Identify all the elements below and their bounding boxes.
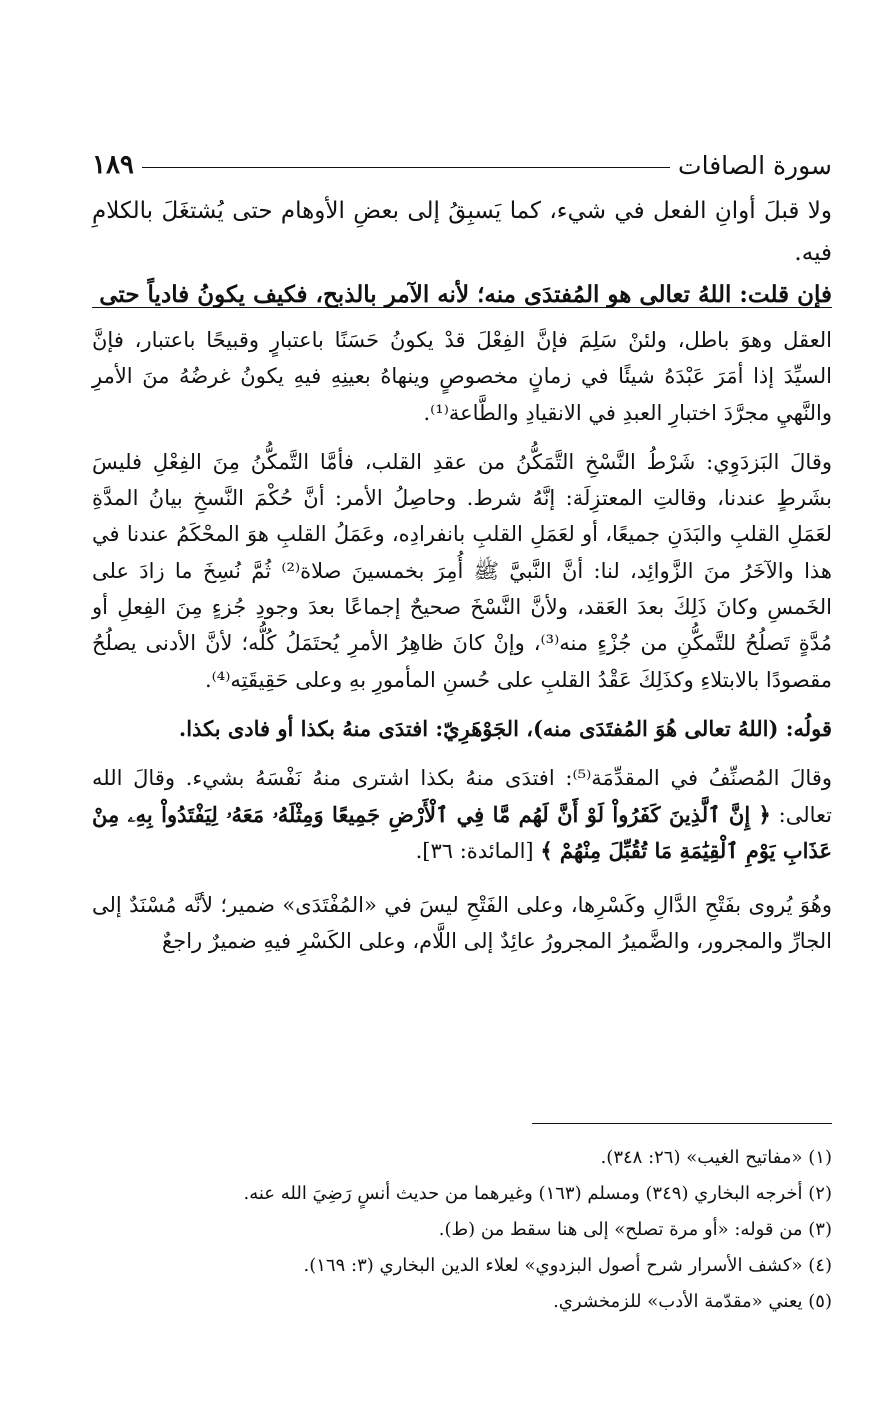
footnote: (١) «مفاتيح الغيب» (٢٦: ٣٤٨). (600, 1147, 832, 1168)
footnote: (٢) أخرجه البخاري (٣٤٩) ومسلم (١٦٣) وغيرهما من حديث أنسٍ رَضِيَ الله عنه. (243, 1183, 832, 1204)
commentary-paragraph: وقالَ المُصنِّفُ في المقدِّمَة⁽⁵⁾: افتدَى منهُ بكذا اشترى منهُ نَفْسَهُ بشيء. وقالَ الله تعالى: ﴿ إِنَّ ٱلَّذِينَ كَفَرُواْ لَوْ أَنَّ لَهُم مَّا فِي ٱلْأَرْضِ جَمِيعًا وَمِثْلَهُۥ مَعَهُۥ لِيَفْتَدُواْ بِهِۦ مِنْ عَذَابِ يَوْمِ ٱلْقِيَٰمَةِ مَا تُقُبِّلَ مِنْهُمْ ﴾ [المائدة: ٣٦]. (92, 766, 832, 863)
running-header (92, 140, 832, 180)
commentary-paragraph: قولُه: (اللهُ تعالى هُوَ المُفتَدَى منه)، الجَوْهَرِيّ: افتدَى منهُ بكذا أو فادى بكذا. (178, 715, 832, 741)
main-text-line: ولا قبلَ أوانِ الفعل في شيء، كما يَسبِقُ إلى بعضِ الأوهام حتى يُشتغَلَ بالكلامِ فيه. (92, 198, 832, 266)
commentary-paragraph: وهُوَ يُروى بفَتْحِ الدَّالِ وكَسْرِها، وعلى الفَتْحِ ليسَ في «المُفْتَدَى» ضمير؛ لأنَّه مُسْنَدٌ إلى الجارِّ والمجرور، والضَّميرُ المجرورُ عائِدٌ إلى اللَّام، وعلى الكَسْرِ فيهِ ضميرٌ راجعٌ (92, 893, 832, 954)
surah-title: سورة الصافات (678, 151, 832, 180)
footnotes (92, 1140, 832, 1320)
footnote: (٥) يعني «مقدّمة الأدب» للزمخشري. (553, 1291, 832, 1312)
section-divider (92, 307, 832, 308)
commentary-paragraph: العقل وهوَ باطل، ولئنْ سَلِمَ فإنَّ الفِعْلَ قدْ يكونُ حَسَنًا باعتبارٍ وقبيحًا باعتبار، فإنَّ السيِّدَ إذا أمَرَ عَبْدَهُ شيئًا في زمانٍ مخصوصٍ وينهاهُ بعينِهِ فيهِ يكونُ غرضُهُ منَ الأمرِ والنَّهيِ مجرَّدَ اختبارِ العبدِ في الانقيادِ والطَّاعة⁽¹⁾. (92, 328, 832, 425)
header-rule (142, 167, 670, 168)
footnote-divider (532, 1123, 832, 1124)
verse-reference: [المائدة: ٣٦]. (415, 838, 534, 863)
book-page (92, 0, 832, 1415)
commentary (92, 322, 832, 960)
footnote: (٣) من قوله: «أو مرة تصلح» إلى هنا سقط من (ط). (438, 1219, 832, 1240)
page-number: ١٨٩ (92, 150, 134, 180)
commentary-paragraph: وقالَ البَزدَوِي: شَرْطُ النَّسْخِ التَّمَكُّنُ من عقدِ القلب، فأمَّا التَّمكُّنُ مِنَ الفِعْلِ فليسَ بشَرطٍ عندنا، وقالتِ المعتزِلَة: إنَّهُ شرط. وحاصِلُ الأمر: أنَّ حُكْمَ النَّسخِ بيانُ المدَّةِ لعَمَلِ القلبِ والبَدَنِ جميعًا، أو لعَمَلِ القلبِ بانفرادِه، وعَمَلُ القلبِ هوَ المحْكَمُ عندنا في هذا والآخَرُ منَ الزَّوائِد، لنا: أنَّ النَّبيَّ ﷺ أُمِرَ بخمسينَ صلاة⁽²⁾ ثُمَّ نُسِخَ ما زادَ على الخَمسِ وكانَ ذَلِكَ بعدَ العَقد، ولأنَّ النَّسْخَ صحيحٌ إجماعًا بعدَ وجودِ جُزءٍ مِنَ الفِعلِ أو مُدَّةٍ تَصلُحُ للتَّمكُّنِ من جُزْءٍ منه⁽³⁾، وإنْ كانَ ظاهِرُ الأمرِ يُحتَمَلُ كُلُّه؛ لأنَّ الأدنى يصلُحُ مقصودًا بالابتلاءِ وكذَلِكَ عَقْدُ القلبِ على حُسنِ المأمورِ بهِ وعلى حَقِيقَتِه⁽⁴⁾. (92, 449, 833, 692)
footnote: (٤) «كشف الأسرار شرح أصول البزدوي» لعلاء الدين البخاري (٣: ١٦٩). (303, 1255, 832, 1276)
main-text (92, 190, 832, 316)
main-text-line: فإن قلت: اللهُ تعالى هو المُفتدَى منه؛ لأنه الآمر بالذبح، فكيف يكونُ فادياً حتى (99, 281, 832, 308)
quran-verse: ﴿ إِنَّ ٱلَّذِينَ كَفَرُواْ لَوْ أَنَّ لَهُم مَّا فِي ٱلْأَرْضِ جَمِيعًا وَمِثْلَهُۥ مَعَهُۥ لِيَفْتَدُواْ بِهِۦ مِنْ عَذَابِ يَوْمِ ٱلْقِيَٰمَةِ مَا تُقُبِّلَ مِنْهُمْ ﴾ (92, 801, 832, 863)
